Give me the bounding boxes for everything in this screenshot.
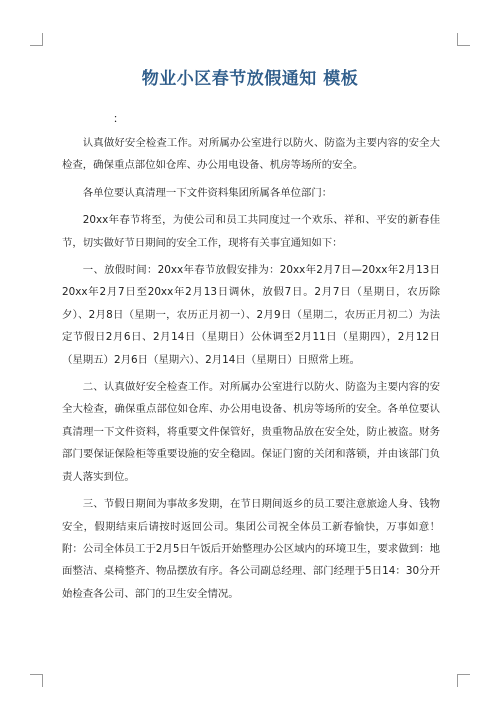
paragraph-travel-safety: 三、节假日期间为事故多发期，在节日期间返乡的员工要注意旅途人身、钱物安全，假期结束后请按时返回公司。集团公司祝全体员工新春愉快，万事如意！附：公司全体员工于2月5日午饭后开始整理办公区域内的环境卫生，要求做到：地面整洁、桌椅整齐、物品摆放有序。各公司副总经理、部门经理于5日14：30分开始检查各公司、部门的卫生安全情况。 <box>62 498 440 600</box>
salutation: ： <box>113 112 124 125</box>
paragraph-safety-check-intro: 认真做好安全检查工作。对所属办公室进行以防火、防盗为主要内容的安全大检查，确保重点部位如仓库、办公用电设备、机房等场所的安全。 <box>62 137 440 172</box>
page-corner-mark-bottom-right <box>457 674 470 687</box>
document-title: 物业小区春节放假通知 模板 <box>141 69 359 89</box>
paragraph-spring-festival-intro: 20xx年春节将至，为使公司和员工共同度过一个欢乐、祥和、平安的新春佳节，切实做好节日期间的安全工作，现将有关事宜通知如下： <box>62 214 440 249</box>
document-body <box>62 132 440 610</box>
paragraph-safety-inspection: 二、认真做好安全检查工作。对所属办公室进行以防火、防盗为主要内容的安全大检查，确保重点部位如仓库、办公用电设备、机房等场所的安全。各单位要认真清理一下文件资料，将重要文件保管好，贵重物品放在安全处，防止被盗。财务部门要保证保险柜等重要设施的安全稳固。保证门窗的关闭和落锁，并由该部门负责人落实到位。 <box>62 381 440 483</box>
page-corner-mark-top-right <box>457 33 470 46</box>
page-corner-mark-bottom-left <box>30 674 43 687</box>
paragraph-units-notice: 各单位要认真清理一下文件资料集团所属各单位部门： <box>82 186 333 199</box>
page-corner-mark-top-left <box>30 33 43 46</box>
paragraph-holiday-schedule: 一、放假时间：20xx年春节放假安排为：20xx年2月7日—20xx年2月13日20xx年2月7日至20xx年2月13日调休，放假7日。2月7日（星期日，农历除夕）、2月8日（星期一，农历正月初一）、2月9日（星期二，农历正月初二）为法定节假日2月6日、2月14日（星期日）公休调至2月11日（星期四），2月12日（星期五）2月6日（星期六）、2月14日（星期日）日照常上班。 <box>62 264 440 366</box>
